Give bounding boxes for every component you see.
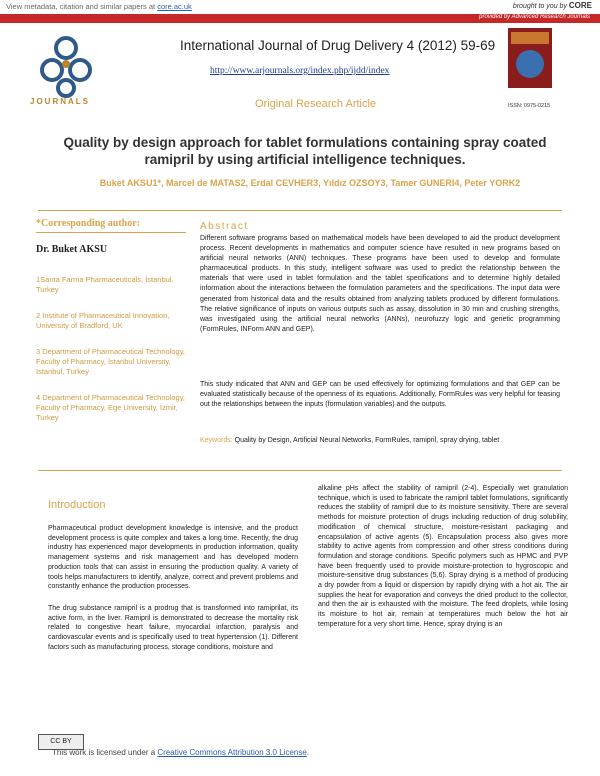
journal-logo-icon: [36, 30, 96, 100]
article-title: Quality by design approach for tablet formulations containing spray coated ramipril by using artificial intelligence techniques.: [63, 135, 547, 167]
corresponding-name: Dr. Buket AKSU: [36, 244, 108, 255]
core-brand[interactable]: CORE: [568, 1, 592, 10]
issn: ISSN: 0975-0215: [508, 103, 551, 109]
affiliation: 1Santa Farma Pharmaceuticals, İstanbul, Turkey: [36, 275, 174, 294]
affiliation: 2 Institute of Pharmaceutical Innovation, University of Bradford, UK: [36, 311, 170, 330]
body-paragraph: Pharmaceutical product development knowledge is intensive, and the product development process is quite complex and takes a long time. Recently, the drug industry has experienced major developments in production information, quality management systems and risk management and has developed modern production tools that can assist in ensuring the production quality. A variety of tools helps manufacturers to identify, analyze, correct and prevent problems and constantly enhance the production processes.: [48, 525, 298, 591]
license-notice: This work is licensed under a Creative Commons Attribution 3.0 License.: [52, 748, 310, 757]
keywords-label: Keywords:: [200, 437, 233, 444]
journal-cover-image: [508, 28, 552, 88]
provider-band: provided by Advanced Research Journals: [0, 14, 600, 23]
license-link[interactable]: Creative Commons Attribution 3.0 License: [157, 748, 307, 757]
metadata-notice: View metadata, citation and similar papers at core.ac.uk: [6, 2, 192, 11]
abstract-paragraph: Different software programs based on mathematical models have been developed to aid the product development process. Recent developments in mathematics and computer science have resulted in new programs based on artificial neural networks (ANN) techniques. These programs have been used to develop and formulate pharmaceutical products. In this study, intelligent software was used to predict the relationship between the materials that were used in tablet formulation and the tablet specifications and to determine highly detailed information about the interactions between the formulation parameters and the specifications. The input data were generated from historical data and the results obtained from analyzing tablets produced by different formulations. The relative significance of inputs on various outputs such as assay, dissolution in 30 min and crushing strengths, was investigated using the artificial neural networks (ANNs), neurofuzzy logic and genetic programming (FormRules, INForm ANN and GEP).: [200, 235, 560, 333]
divider: [36, 232, 186, 233]
keywords-text: Quality by Design, Artificial Neural Networks, FormRules, ramipril, spray drying, tablet: [234, 437, 500, 444]
keywords: [200, 436, 560, 446]
body-paragraph: The drug substance ramipril is a prodrug that is transformed into ramiprilat, its active form, in the liver. Ramipril is demonstrated to decrease the mortality risk related to congestive heart failure, myocardial infarction, paralysis and cardiovascular events and is specifically used to treat hypertension (1). Different factors such as manufacturing process, storage conditions, moisture and: [48, 605, 298, 651]
abstract-heading: Abstract: [200, 221, 249, 232]
divider: [38, 210, 562, 211]
author-list: Buket AKSU1*, Marcel de MATAS2, Erdal CEVHER3, Yıldız OZSOY3, Tamer GUNERI4, Peter YORK2: [99, 178, 521, 188]
body-paragraph: alkaline pHs affect the stability of ramipril (2-4). Especially wet granulation technique, which is used to fabricate the ramipril tablet formulations, significantly reduces the stability of ramipril due to its moisture sensitivity. There are several methods for moisture protection of drugs including reduction of drug solubility, modification of chemical structure, moisture-resistant packaging and encapsulation of active agents (5). Encapsulation process also gives more stability to active agents from compression and other stress conditions during formulation and storage conditions. Specific polymers such as HPMC and PVP have been frequently used to provide moisture-protection to hygroscopic and moisture-sensitive drug substances (5,6). Spray drying is a method of producing a dry powder from a liquid or dispersion by rapidly drying with a hot air. The air supplies the heat for evaporation and conveys the dried product to the collector, and then the air is exhausted with the moisture. The feed droplets, while losing its moisture to hot air, remain at temperatures much below the hot air temperature for a very short time. Hence, spray drying is an: [318, 485, 568, 628]
cc-license-badge: CC BY: [38, 734, 84, 750]
affiliation: 3 Department of Pharmaceutical Technology, Faculty of Pharmacy, İstanbul University, İstanbul, Turkey: [36, 347, 185, 376]
introduction-heading: Introduction: [48, 499, 106, 511]
abstract-paragraph: This study indicated that ANN and GEP can be used effectively for optimizing formulations and that GEP can be evaluated statistically because of the openness of its equations. Additionally, FormRules was very helpful for teasing out the relationships between the inputs (formulation variables) and the outputs.: [200, 381, 560, 409]
corresponding-heading: *Corresponding author:: [36, 218, 140, 229]
core-bar: [0, 0, 600, 14]
journal-url[interactable]: http://www.arjournals.org/index.php/ijdd/index: [210, 66, 390, 76]
affiliation: 4 Department of Pharmaceutical Technology, Faculty of Pharmacy, Ege University, İzmir, Turkey: [36, 393, 185, 422]
article-type: Original Research Article: [255, 98, 377, 110]
core-link[interactable]: core.ac.uk: [157, 2, 192, 11]
brought-by: brought to you by CORE: [512, 1, 592, 10]
journal-title: International Journal of Drug Delivery 4 (2012) 59-69: [180, 38, 496, 53]
divider: [38, 470, 562, 471]
journals-label: JOURNALS: [30, 97, 91, 106]
